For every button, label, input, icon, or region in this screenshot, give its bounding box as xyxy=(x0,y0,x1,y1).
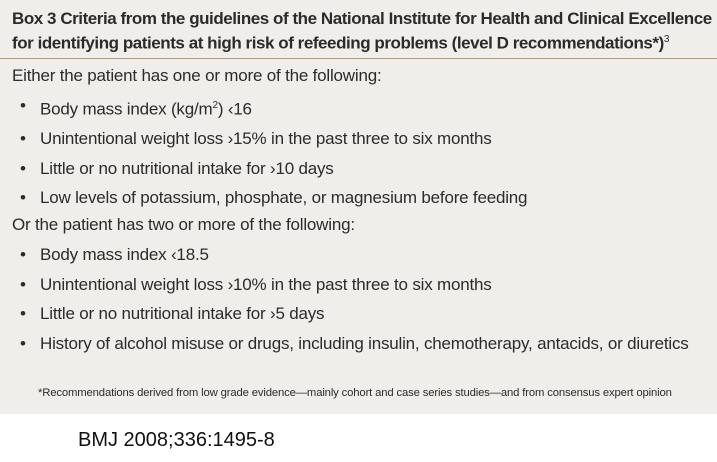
list-item xyxy=(0,244,700,266)
list-item xyxy=(0,303,700,325)
group2-intro: Or the patient has two or more of the following: xyxy=(12,215,355,234)
item-text: Low levels of potassium, phosphate, or magnesium before feeding xyxy=(40,188,528,208)
list-item xyxy=(0,333,700,355)
bullet-icon: • xyxy=(20,129,26,149)
bullet-icon: • xyxy=(20,333,26,353)
bullet-icon: • xyxy=(20,304,26,323)
bullet-icon: • xyxy=(20,188,26,208)
list-item xyxy=(0,187,700,209)
list-item xyxy=(0,128,700,150)
bullet-icon: • xyxy=(20,96,26,115)
reference-superscript: 3 xyxy=(663,34,669,45)
bullet-icon: • xyxy=(20,245,26,264)
list-item xyxy=(0,95,700,121)
citation: BMJ 2008;336:1495-8 xyxy=(78,429,275,451)
item-text: History of alcohol misuse or drugs, including insulin, chemotherapy, antacids, or diuretics xyxy=(40,333,689,353)
bullet-icon: • xyxy=(20,274,26,294)
bullet-icon: • xyxy=(20,158,26,178)
item-text: Unintentional weight loss ›15% in the past three to six months xyxy=(40,129,492,149)
item-text-tail: ) ‹16 xyxy=(217,99,252,119)
list-item xyxy=(0,274,700,296)
list-item xyxy=(0,158,700,180)
item-text: Body mass index ‹18.5 xyxy=(40,245,209,264)
box-title-text: Box 3 Criteria from the guidelines of the National Institute for Health and Clinical Excellence for identifying patients at high risk of refeeding problems (level D recommendations*) xyxy=(12,9,712,53)
group1-list xyxy=(0,95,700,217)
item-text: Little or no nutritional intake for ›5 days xyxy=(40,304,325,323)
item-text: Unintentional weight loss ›10% in the past three to six months xyxy=(40,274,492,294)
title-divider xyxy=(0,58,717,59)
group1-intro: Either the patient has one or more of the following: xyxy=(12,66,382,85)
box-title xyxy=(12,8,712,54)
item-text: Body mass index (kg/m xyxy=(40,99,213,119)
footnote: *Recommendations derived from low grade evidence—mainly cohort and case series studies—and from consensus expert opinion xyxy=(38,387,672,399)
group2-list xyxy=(0,244,700,362)
item-superscript: 2 xyxy=(212,100,218,111)
item-text: Little or no nutritional intake for ›10 days xyxy=(40,158,334,178)
